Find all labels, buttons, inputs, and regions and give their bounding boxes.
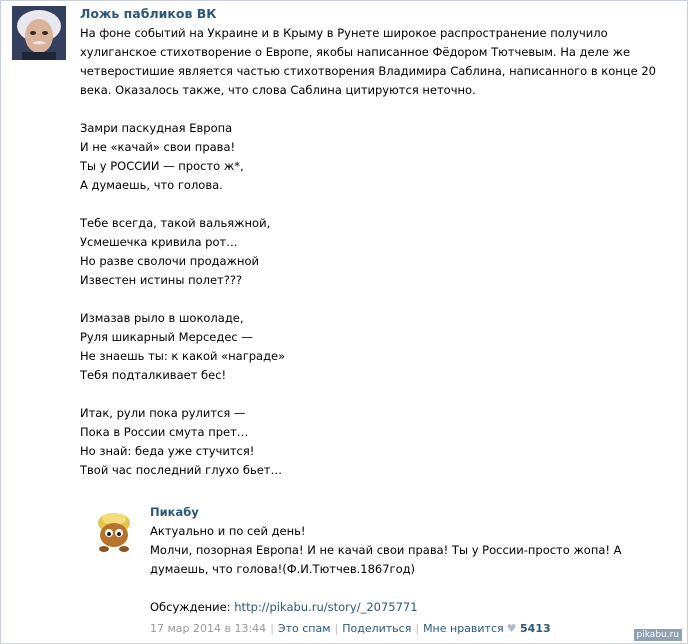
poem-line: Измазав рыло в шоколаде, <box>80 311 244 325</box>
repost-line-2: Молчи, позорная Европа! И не качай свои права! Ты у России-просто жопа! А думаешь, что голова!(Ф.И.Тютчев.1867год) <box>150 543 622 576</box>
repost-body <box>150 503 680 638</box>
poem-stanza <box>80 119 680 195</box>
group-name-link[interactable]: Ложь пабликов ВК <box>80 6 217 21</box>
poem-line: Итак, рули пока рулится — <box>80 406 246 420</box>
post-body <box>80 24 680 480</box>
poem-line: Пока в России смута прет… <box>80 425 249 439</box>
poem-stanza <box>80 309 680 385</box>
poem-stanza <box>80 214 680 290</box>
poem-stanza <box>80 404 680 480</box>
discussion-link[interactable]: http://pikabu.ru/story/_2075771 <box>234 600 418 614</box>
divider: | <box>415 622 420 635</box>
group-avatar[interactable] <box>12 6 66 60</box>
watermark: pikabu.ru <box>634 629 682 641</box>
repost-line-1: Актуально и по сей день! <box>150 524 306 538</box>
poem-line: Тебе всегда, такой вальяжной, <box>80 216 271 230</box>
divider: | <box>334 622 339 635</box>
poem-line: А думаешь, что голова. <box>80 178 223 192</box>
discussion-label: Обсуждение: <box>150 600 231 614</box>
einstein-avatar-icon <box>12 6 66 60</box>
poem-line: Не знаешь ты: к какой «награде» <box>80 349 286 363</box>
poem-line: Но разве сволочи продажной <box>80 254 259 268</box>
like-button[interactable]: Мне нравится <box>423 622 504 635</box>
poem-line: Твой час последний глухо бьет… <box>80 463 283 477</box>
poem-line: Замри паскудная Европа <box>80 121 233 135</box>
poem-line: Ты у РОССИИ — просто ж*, <box>80 159 244 173</box>
repost-text <box>150 522 680 579</box>
post-date[interactable]: 17 мар 2014 в 13:44 <box>150 622 267 635</box>
spam-link[interactable]: Это спам <box>277 622 331 635</box>
post-footer <box>150 619 680 638</box>
repost-author-link[interactable]: Пикабу <box>150 505 199 519</box>
poem-line: Известен истины полет??? <box>80 273 243 287</box>
poem-line: Тебя подталкивает бес! <box>80 368 227 382</box>
post-intro: На фоне событий на Украине и в Крыму в Рунете широкое распространение получило хулиганское стихотворение о Европе, якобы написанное Фёдором Тютчевым. На деле же четверостишие является частью стихотворения Владимира Саблина, написанного в конце 20 века. Оказалось также, что слова Саблина цитируются неточно. <box>80 26 656 97</box>
pikabu-avatar[interactable] <box>90 505 138 553</box>
poem-line: И не «качай» свои права! <box>80 140 236 154</box>
pikabu-mascot-icon <box>90 505 138 553</box>
discussion <box>150 598 680 617</box>
heart-icon[interactable]: ♥ <box>506 622 517 635</box>
share-link[interactable]: Поделиться <box>342 622 412 635</box>
divider: | <box>270 622 274 635</box>
likes-count[interactable]: 5413 <box>520 622 551 635</box>
poem-line: Усмешечка кривила рот… <box>80 235 238 249</box>
poem-line: Руля шикарный Мерседес — <box>80 330 253 344</box>
poem-line: Но знай: беда уже стучится! <box>80 444 255 458</box>
poem <box>80 119 680 480</box>
